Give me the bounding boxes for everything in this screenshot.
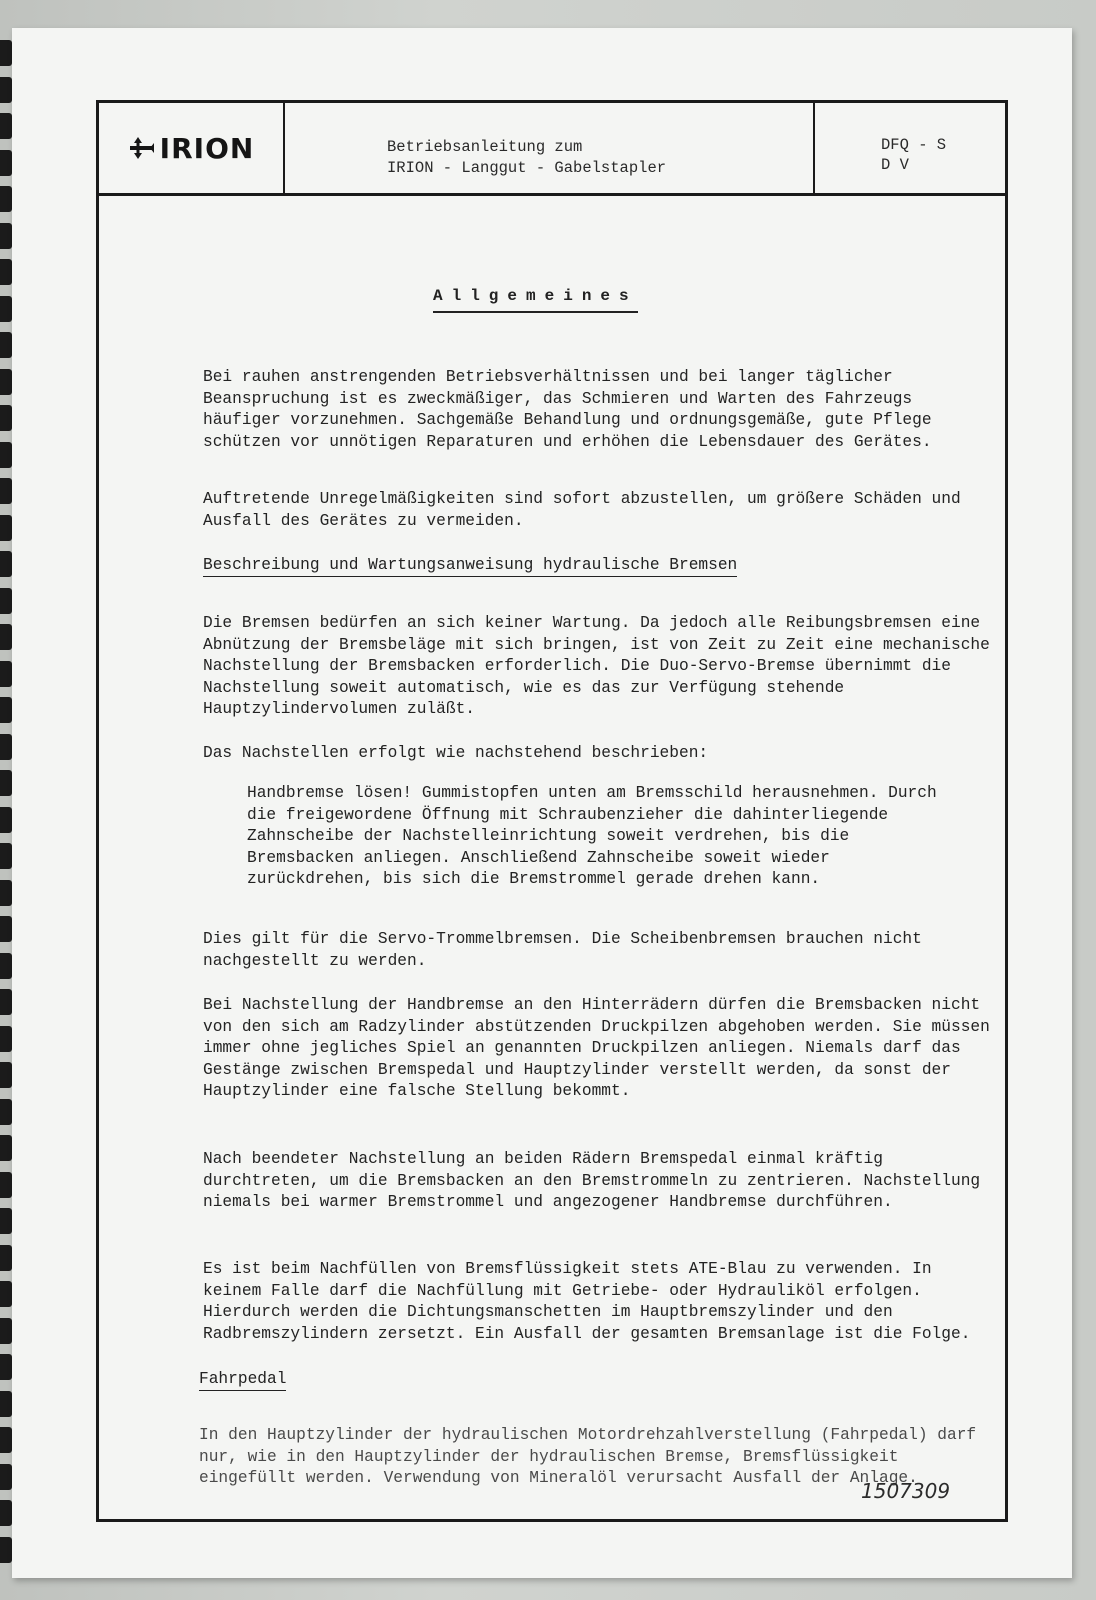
irion-logo xyxy=(128,132,255,165)
binding-ring xyxy=(0,1281,12,1307)
binding-ring xyxy=(0,1245,12,1271)
binding-ring xyxy=(0,551,12,577)
binding-ring xyxy=(0,624,12,650)
paragraph-brakes-2: Das Nachstellen erfolgt wie nachstehend beschrieben: xyxy=(203,744,709,763)
binding-ring xyxy=(0,807,12,833)
binding-ring xyxy=(0,1026,12,1052)
binding-ring xyxy=(0,880,12,906)
main-heading: Allgemeines xyxy=(433,287,638,313)
document-page xyxy=(12,28,1072,1578)
logo-cell xyxy=(99,103,285,193)
logo-text: IRION xyxy=(159,131,255,165)
binding-ring xyxy=(0,77,12,103)
page-number: 1507309 xyxy=(861,1479,951,1503)
paragraph-brakes-3: Dies gilt für die Servo-Trommelbremsen. Die Scheibenbremsen brauchen nicht nachgestellt zu werden. xyxy=(203,930,922,970)
document-code-line1: DFQ - S xyxy=(881,136,947,154)
document-title-line1: Betriebsanleitung zum xyxy=(387,138,583,156)
document-title-cell xyxy=(285,103,815,193)
binding-ring xyxy=(0,150,12,176)
document-code-line2: D V xyxy=(881,156,909,174)
binding-ring xyxy=(0,515,12,541)
paragraph-adjust-steps: Handbremse lösen! Gummistopfen unten am Bremsschild herausnehmen. Durch die freigewordene Öffnung mit Schraubenzieher die dahinterliegende Zahnscheibe der Nachstelleinrichtung soweit verdrehen, bis die Bremsbacken anliegen. Anschließend Zahnscheibe soweit wieder zurückdrehen, bis sich die Bremstrommel gerade drehen kann. xyxy=(247,784,937,889)
binding-ring xyxy=(0,1318,12,1344)
binding-ring xyxy=(0,734,12,760)
binding-ring xyxy=(0,478,12,504)
binding-ring xyxy=(0,1427,12,1453)
binding-ring xyxy=(0,186,12,212)
page-header xyxy=(99,103,1005,196)
binding-ring xyxy=(0,1062,12,1088)
page-frame xyxy=(96,100,1008,1522)
binding-ring xyxy=(0,1208,12,1234)
document-code-cell xyxy=(815,103,1005,193)
binding-ring xyxy=(0,259,12,285)
binding-ring xyxy=(0,1172,12,1198)
binding-ring xyxy=(0,296,12,322)
binding-ring xyxy=(0,332,12,358)
binding-ring xyxy=(0,1537,12,1563)
binding-ring xyxy=(0,588,12,614)
binding-ring xyxy=(0,953,12,979)
paragraph-brakes-4: Bei Nachstellung der Handbremse an den Hinterrädern dürfen die Bremsbacken nicht von den sich am Radzylinder abstützenden Druckpilzen abgehoben werden. Sie müssen immer ohne jegliches Spiel an genannten Druckpilzen anliegen. Niemals darf das Gestänge zwischen Bremspedal und Hauptzylinder verstellt werden, da sonst der Hauptzylinder eine falsche Stellung bekommt. xyxy=(203,996,990,1101)
paragraph-brakes-5: Nach beendeter Nachstellung an beiden Rädern Bremspedal einmal kräftig durchtreten, um die Bremsbacken an den Bremstrommeln zu zentrieren. Nachstellung niemals bei warmer Bremstrommel und angezogener Handbremse durchführen. xyxy=(203,1150,981,1212)
binding-ring xyxy=(0,697,12,723)
binding-ring xyxy=(0,1099,12,1125)
paragraph-pedal: In den Hauptzylinder der hydraulischen Motordrehzahlverstellung (Fahrpedal) darf nur, wie in den Hauptzylinder der hydraulischen Bremse, Bremsflüssigkeit eingefüllt werden. Verwendung von Mineralöl verursacht Ausfall der Anlage. xyxy=(199,1426,977,1488)
binding-ring xyxy=(0,1354,12,1380)
binding-ring xyxy=(0,369,12,395)
paragraph-general-2: Auftretende Unregelmäßigkeiten sind sofort abzustellen, um größere Schäden und Ausfall des Gerätes zu vermeiden. xyxy=(203,490,961,530)
binding-ring xyxy=(0,1500,12,1526)
binding-ring xyxy=(0,223,12,249)
binding-ring xyxy=(0,1391,12,1417)
forklift-arrows-icon xyxy=(128,135,156,161)
binding-ring xyxy=(0,442,12,468)
binding-ring xyxy=(0,405,12,431)
paragraph-brakes-6: Es ist beim Nachfüllen von Bremsflüssigkeit stets ATE-Blau zu verwenden. In keinem Falle darf die Nachfüllung mit Getriebe- oder Hydrauliköl erfolgen. Hierdurch werden die Dichtungsmanschetten im Hauptbremszylinder und den Radbremszylindern zersetzt. Ein Ausfall der gesamten Bremsanlage ist die Folge. xyxy=(203,1260,971,1343)
document-title-line2: IRION - Langgut - Gabelstapler xyxy=(387,159,667,177)
binding-ring xyxy=(0,113,12,139)
binding-ring xyxy=(0,1464,12,1490)
binding-ring xyxy=(0,40,12,66)
binding-ring xyxy=(0,843,12,869)
section-heading-pedal: Fahrpedal xyxy=(199,1369,286,1391)
paragraph-general-1: Bei rauhen anstrengenden Betriebsverhältnissen und bei langer täglicher Beanspruchung ist es zweckmäßiger, das Schmieren und Warten des Fahrzeugs häufiger vorzunehmen. Sachgemäße Behandlung und ordnungsgemäße, gute Pflege schützen vor unnötigen Reparaturen und erhöhen die Lebensdauer des Gerätes. xyxy=(203,368,932,451)
binding-ring xyxy=(0,989,12,1015)
binding-ring xyxy=(0,1135,12,1161)
binding-ring xyxy=(0,661,12,687)
binding-ring xyxy=(0,770,12,796)
paragraph-brakes-1: Die Bremsen bedürfen an sich keiner Wartung. Da jedoch alle Reibungsbremsen eine Abnützung der Bremsbeläge mit sich bringen, ist von Zeit zu Zeit eine mechanische Nachstellung der Bremsbacken erforderlich. Die Duo-Servo-Bremse übernimmt die Nachstellung soweit automatisch, wie es das zur Verfügung stehende Hauptzylindervolumen zuläßt. xyxy=(203,614,990,719)
section-heading-brakes: Beschreibung und Wartungsanweisung hydraulische Bremsen xyxy=(203,555,737,577)
binding-ring xyxy=(0,916,12,942)
